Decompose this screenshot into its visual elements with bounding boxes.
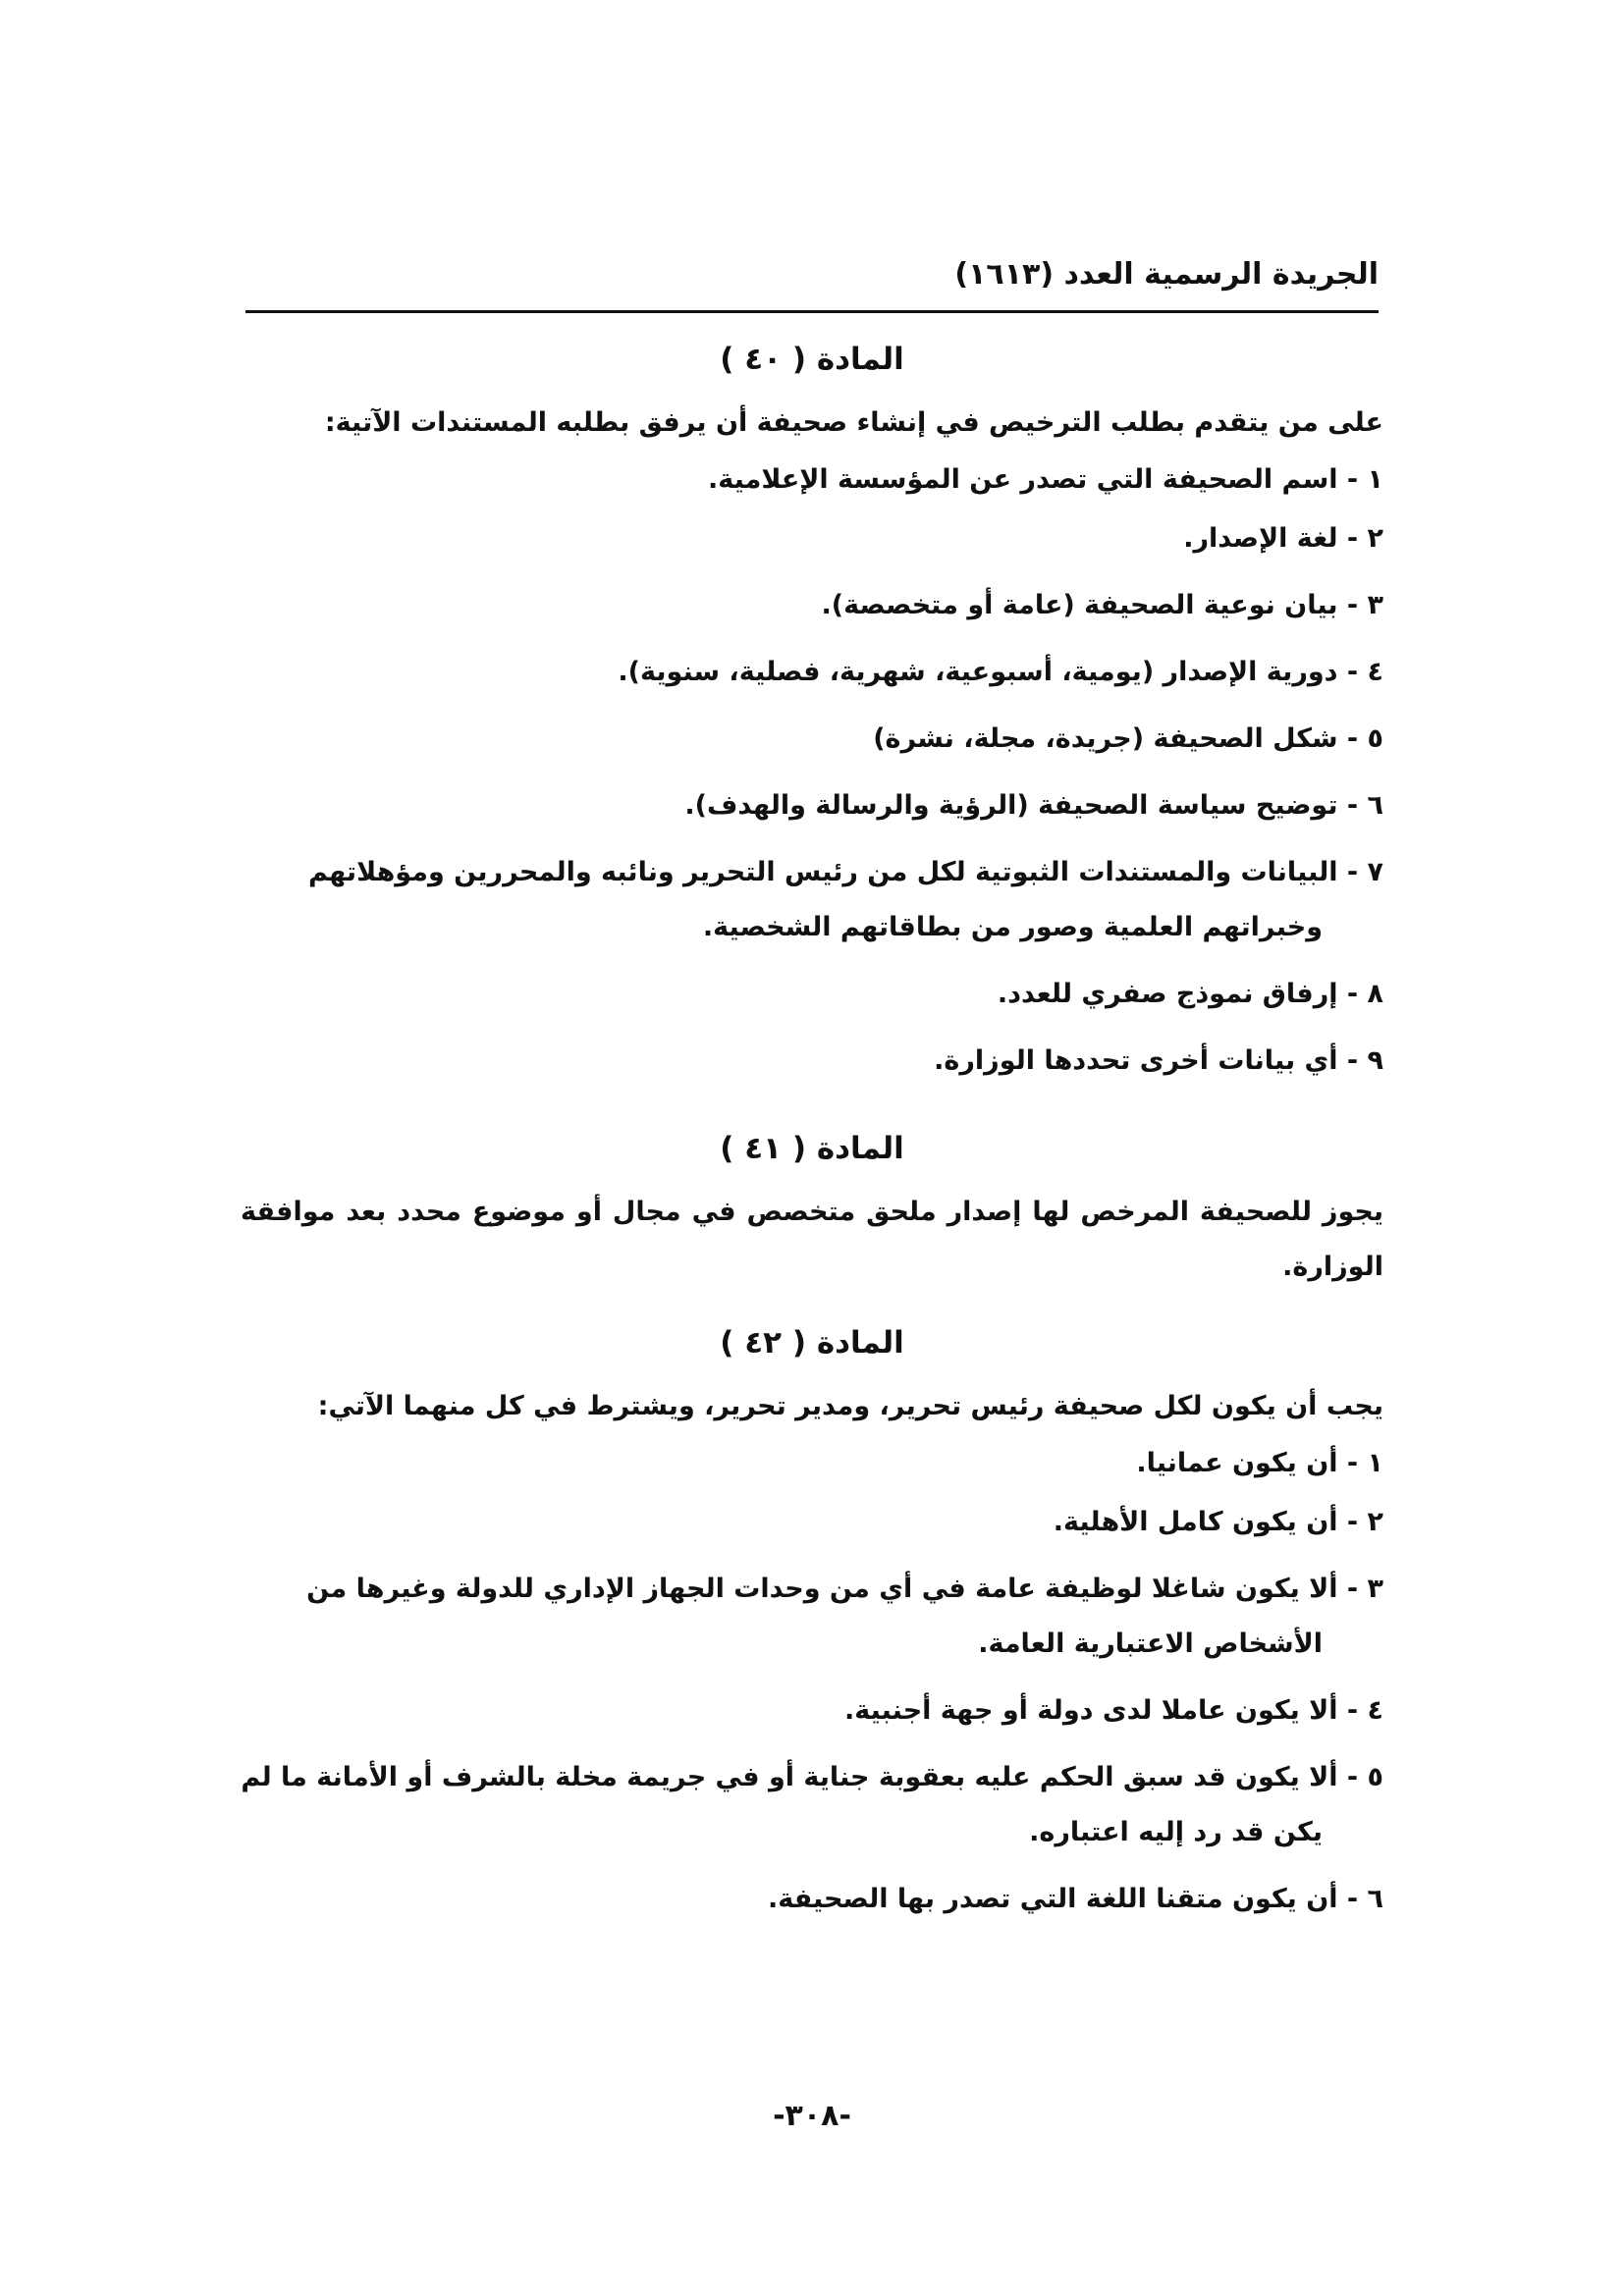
page-content — [241, 329, 1383, 1939]
article-40-title: المادة ( ٤٠ ) — [720, 342, 904, 377]
list-item: ٧ - البيانات والمستندات الثبوتية لكل من رئيس التحرير ونائبه والمحررين ومؤهلاتهم وخبراتهم العلمية وصور من بطاقاتهم الشخصية. — [307, 857, 1383, 942]
article-41-title: المادة ( ٤١ ) — [720, 1131, 904, 1166]
list-item: ١ - أن يكون عمانيا. — [1136, 1448, 1383, 1478]
list-item: ٤ - ألا يكون عاملا لدى دولة أو جهة أجنبية. — [844, 1695, 1383, 1726]
article-41-text: يجوز للصحيفة المرخص لها إصدار ملحق متخصص في مجال أو موضوع محدد بعد موافقة الوزارة. — [241, 1197, 1383, 1282]
page-header — [245, 257, 1379, 313]
article-40-intro: على من يتقدم بطلب الترخيص في إنشاء صحيفة أن يرفق بطلبه المستندات الآتية: — [324, 407, 1383, 438]
gazette-issue-title: الجريدة الرسمية العدد (١٦١٣) — [954, 257, 1379, 292]
list-item: ٢ - لغة الإصدار. — [1183, 523, 1383, 554]
article-42-intro: يجب أن يكون لكل صحيفة رئيس تحرير، ومدير تحرير، ويشترط في كل منهما الآتي: — [317, 1391, 1383, 1421]
page-number: -٣٠٨- — [773, 2099, 851, 2133]
list-item: ٤ - دورية الإصدار (يومية، أسبوعية، شهرية، فصلية، سنوية). — [618, 657, 1383, 687]
list-item: ٥ - شكل الصحيفة (جريدة، مجلة، نشرة) — [873, 723, 1383, 754]
list-item: ٦ - أن يكون متقنا اللغة التي تصدر بها الصحيفة. — [767, 1884, 1383, 1914]
list-item: ٩ - أي بيانات أخرى تحددها الوزارة. — [934, 1045, 1383, 1076]
list-item: ١ - اسم الصحيفة التي تصدر عن المؤسسة الإعلامية. — [707, 464, 1383, 495]
list-item: ٦ - توضيح سياسة الصحيفة (الرؤية والرسالة والهدف). — [684, 790, 1383, 821]
list-item: ٥ - ألا يكون قد سبق الحكم عليه بعقوبة جناية أو في جريمة مخلة بالشرف أو الأمانة ما لم يكن قد رد إليه اعتباره. — [241, 1762, 1383, 1847]
article-42-title: المادة ( ٤٢ ) — [720, 1325, 904, 1361]
article-40-list — [241, 453, 1383, 1089]
article-42-list — [241, 1436, 1383, 1927]
list-item: ٣ - بيان نوعية الصحيفة (عامة أو متخصصة). — [821, 590, 1383, 620]
list-item: ٣ - ألا يكون شاغلا لوظيفة عامة في أي من وحدات الجهاز الإداري للدولة وغيرها من الأشخاص الاعتبارية العامة. — [306, 1574, 1383, 1659]
list-item: ٨ - إرفاق نموذج صفري للعدد. — [997, 979, 1383, 1009]
list-item: ٢ - أن يكون كامل الأهلية. — [1053, 1507, 1383, 1537]
